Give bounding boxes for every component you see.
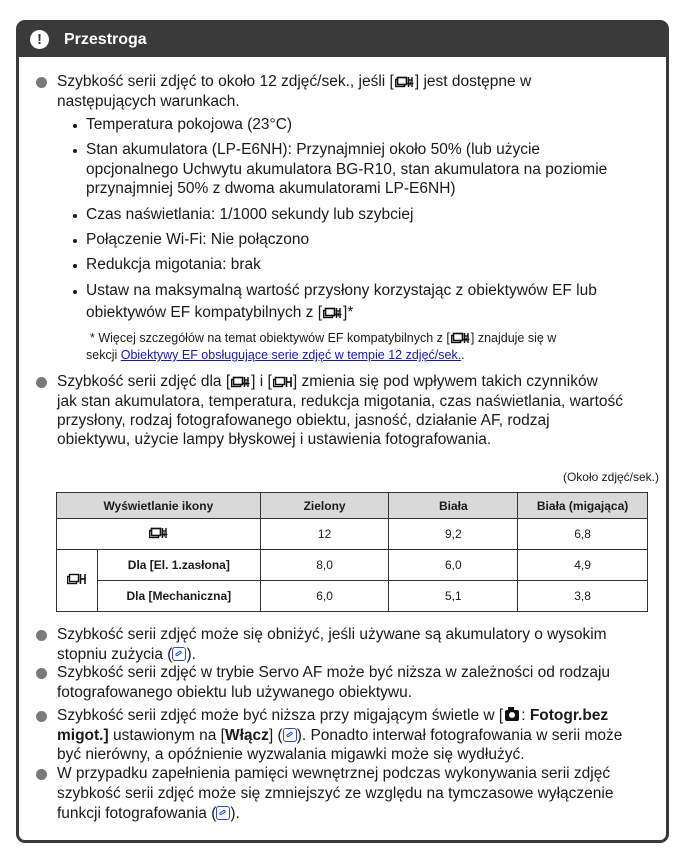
link-reference-icon[interactable] [216, 806, 230, 820]
speed-table [56, 492, 648, 612]
row-icon-cell [57, 519, 261, 550]
col-header-green: Zielony [260, 493, 389, 519]
condition-battery-1: Stan akumulatora (LP-E6NH): Przynajmniej około 50% (lub użycie [86, 141, 541, 158]
sub-bullet [73, 264, 77, 268]
footnote-line2: sekcji Obiektywy EF obsługujące serie zdjęć w tempie 12 zdjęć/sek.. [86, 348, 465, 362]
condition-temperature: Temperatura pokojowa (23°C) [86, 116, 293, 133]
table-row [57, 550, 648, 581]
col-header-white: Biała [389, 493, 518, 519]
table-cell: 9,2 [389, 519, 518, 550]
row-icon-cell [57, 550, 98, 612]
bullet2-line2: jak stan akumulatora, temperatura, redukcja migotania, czas naświetlania, wartość [57, 393, 624, 410]
bullet4-line2: fotografowanego obiektu lub używanego obiektywu. [57, 684, 413, 701]
row-label: Dla [El. 1.zasłona] [97, 550, 260, 581]
high-speed-icon [67, 573, 86, 585]
bullet-dot [36, 668, 47, 679]
high-speed-plus-icon [231, 376, 250, 388]
table-cell: 6,8 [518, 519, 648, 550]
col-header-white-blinking: Biała (migająca) [518, 493, 648, 519]
condition-battery-3: przynajmniej 50% z dwoma akumulatorami LP-E6NH) [86, 180, 456, 197]
camera-icon [505, 710, 519, 721]
table-row [57, 519, 648, 550]
table-cell: 6,0 [389, 550, 518, 581]
link-reference-icon[interactable] [172, 647, 186, 661]
bullet3-line1: Szybkość serii zdjęć może się obniżyć, jeśli używane są akumulatory o wysokim [57, 626, 607, 643]
table-row [57, 581, 648, 612]
sub-bullet [73, 124, 77, 128]
exclamation-icon: ! [30, 30, 49, 49]
bullet1-line2: następujących warunkach. [57, 93, 240, 110]
high-speed-plus-icon [451, 332, 470, 344]
bullet6-line1: W przypadku zapełnienia pamięci wewnętrznej podczas wykonywania serii zdjęć [57, 765, 611, 782]
bullet6-line2: szybkość serii zdjęć może się zmniejszyć ze względu na tymczasowe wyłączenie [57, 785, 614, 802]
condition-aperture-1: Ustaw na maksymalną wartość przysłony korzystając z obiektywów EF lub [86, 282, 597, 299]
condition-battery-2: opcjonalnego Uchwytu akumulatora BG-R10, stan akumulatora na poziomie [86, 161, 608, 178]
condition-aperture-2: obiektywów EF kompatybilnych z [ ]* [86, 304, 354, 321]
bullet6-line3: funkcji fotografowania ( ). [57, 805, 240, 822]
high-speed-icon [273, 376, 292, 388]
bullet2-line1: Szybkość serii zdjęć dla [ ] i [ ] zmienia się pod wpływem takich czynników [57, 373, 598, 390]
bullet5-line2: migot.] ustawionym na [Włącz] ( ). Ponadto interwał fotografowania w serii może [57, 727, 623, 744]
table-cell: 6,0 [260, 581, 389, 612]
bullet2-line3: przysłony, rodzaj fotografowanego obiektu, jasność, działanie AF, rodzaj [57, 412, 550, 429]
sub-bullet [73, 239, 77, 243]
sub-bullet [73, 149, 77, 153]
table-header-row [57, 493, 648, 519]
ef-lenses-link[interactable]: Obiektywy EF obsługujące serie zdjęć w tempie 12 zdjęć/sek. [120, 348, 462, 362]
row-label: Dla [Mechaniczna] [97, 581, 260, 612]
bullet-dot [36, 377, 47, 388]
bullet2-line4: obiektywu, użycie lampy błyskowej i ustawienia fotografowania. [57, 431, 492, 448]
table-cell: 3,8 [518, 581, 648, 612]
sub-bullet [73, 214, 77, 218]
high-speed-plus-icon [149, 527, 168, 539]
bullet-dot [36, 77, 47, 88]
condition-shutter: Czas naświetlania: 1/1000 sekundy lub szybciej [86, 206, 414, 223]
high-speed-plus-icon [395, 76, 414, 88]
bullet5-line1: Szybkość serii zdjęć może być niższa przy migającym świetle w [ : Fotogr.bez [57, 707, 609, 724]
bullet4-line1: Szybkość serii zdjęć w trybie Servo AF może być niższa w zależności od rodzaju [57, 664, 611, 681]
footnote-line1: * Więcej szczegółów na temat obiektywów EF kompatybilnych z [ ] znajduje się w [90, 331, 557, 345]
sub-bullet [73, 290, 77, 294]
high-speed-plus-icon [323, 307, 342, 319]
bullet-dot [36, 769, 47, 780]
bullet5-line3: być nierówny, a opóźnienie wyzwalania migawki może się wydłużyć. [57, 746, 525, 763]
bullet3-line2: stopniu zużycia ( ). [57, 646, 196, 663]
condition-flicker: Redukcja migotania: brak [86, 256, 261, 273]
bullet-dot [36, 630, 47, 641]
table-cell: 12 [260, 519, 389, 550]
table-cell: 4,9 [518, 550, 648, 581]
col-header-icon: Wyświetlanie ikony [57, 493, 261, 519]
table-unit: (Około zdjęć/sek.) [562, 470, 659, 484]
caution-title: Przestroga [64, 31, 147, 48]
caution-header [19, 23, 666, 57]
bullet-dot [36, 711, 47, 722]
table-cell: 5,1 [389, 581, 518, 612]
bullet1-line1: Szybkość serii zdjęć to około 12 zdjęć/sek., jeśli [ ] jest dostępne w [57, 73, 532, 90]
table-cell: 8,0 [260, 550, 389, 581]
condition-wifi: Połączenie Wi-Fi: Nie połączono [86, 231, 310, 248]
link-reference-icon[interactable] [283, 728, 297, 742]
